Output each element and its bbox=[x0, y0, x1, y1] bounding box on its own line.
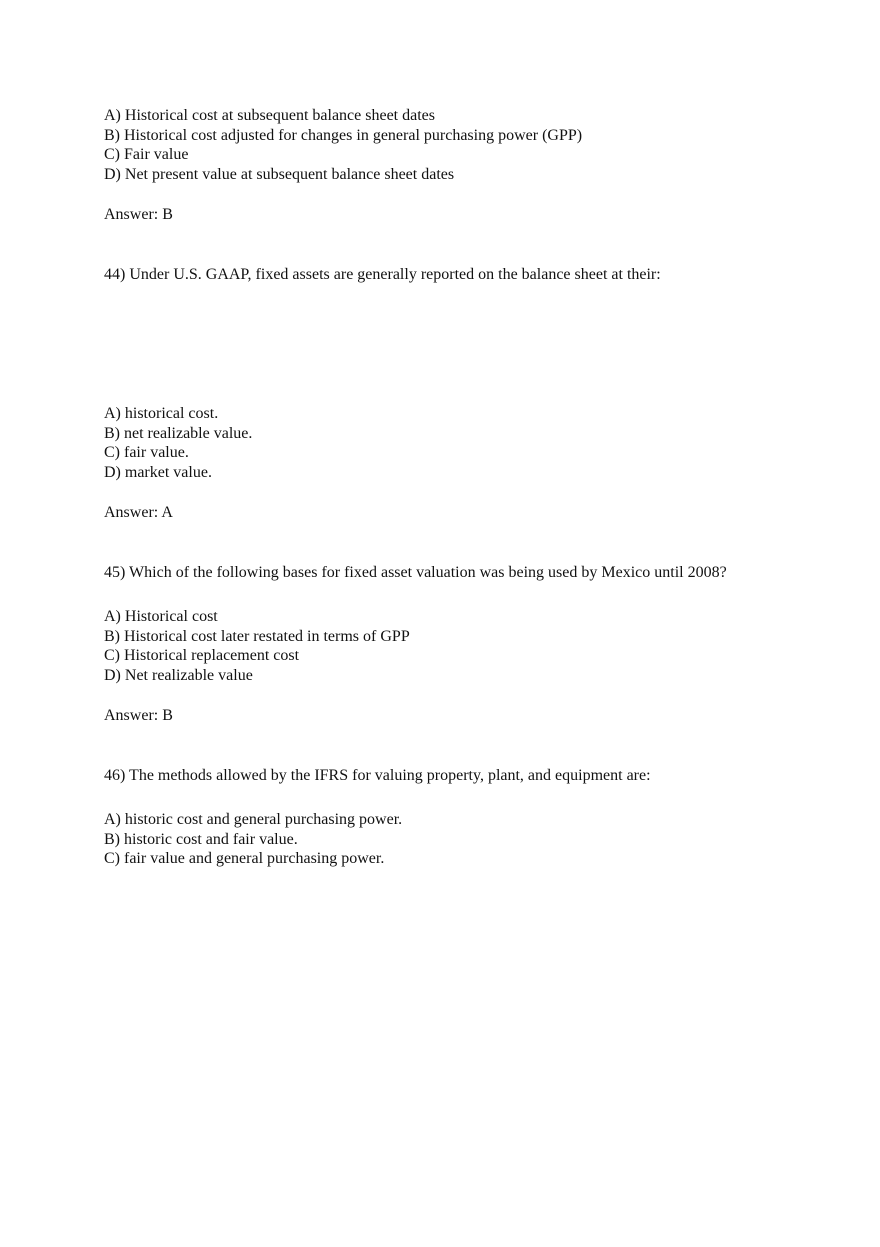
q45-option-b: B) Historical cost later restated in terms of GPP bbox=[104, 628, 410, 645]
q44-question: 44) Under U.S. GAAP, fixed assets are generally reported on the balance sheet at their: bbox=[104, 266, 661, 283]
q43-option-b: B) Historical cost adjusted for changes in general purchasing power (GPP) bbox=[104, 127, 583, 144]
q45-option-a: A) Historical cost bbox=[104, 608, 218, 625]
q46-option-a: A) historic cost and general purchasing power. bbox=[104, 811, 403, 828]
q44-option-d: D) market value. bbox=[104, 464, 212, 481]
q44-option-b: B) net realizable value. bbox=[104, 425, 253, 442]
q46-option-c: C) fair value and general purchasing power. bbox=[104, 850, 385, 867]
q44-option-c: C) fair value. bbox=[104, 444, 189, 461]
q46-question: 46) The methods allowed by the IFRS for valuing property, plant, and equipment are: bbox=[104, 767, 651, 784]
q43-option-a: A) Historical cost at subsequent balance sheet dates bbox=[104, 107, 435, 124]
q46-option-b: B) historic cost and fair value. bbox=[104, 831, 298, 848]
q44-answer: Answer: A bbox=[104, 504, 173, 521]
q45-option-c: C) Historical replacement cost bbox=[104, 647, 300, 664]
q43-option-d: D) Net present value at subsequent balance sheet dates bbox=[104, 166, 455, 183]
q43-option-c: C) Fair value bbox=[104, 146, 189, 163]
q45-question: 45) Which of the following bases for fixed asset valuation was being used by Mexico until 2008? bbox=[104, 564, 727, 581]
q43-answer: Answer: B bbox=[104, 206, 173, 223]
q45-answer: Answer: B bbox=[104, 707, 173, 724]
q44-option-a: A) historical cost. bbox=[104, 405, 219, 422]
q45-option-d: D) Net realizable value bbox=[104, 667, 253, 684]
